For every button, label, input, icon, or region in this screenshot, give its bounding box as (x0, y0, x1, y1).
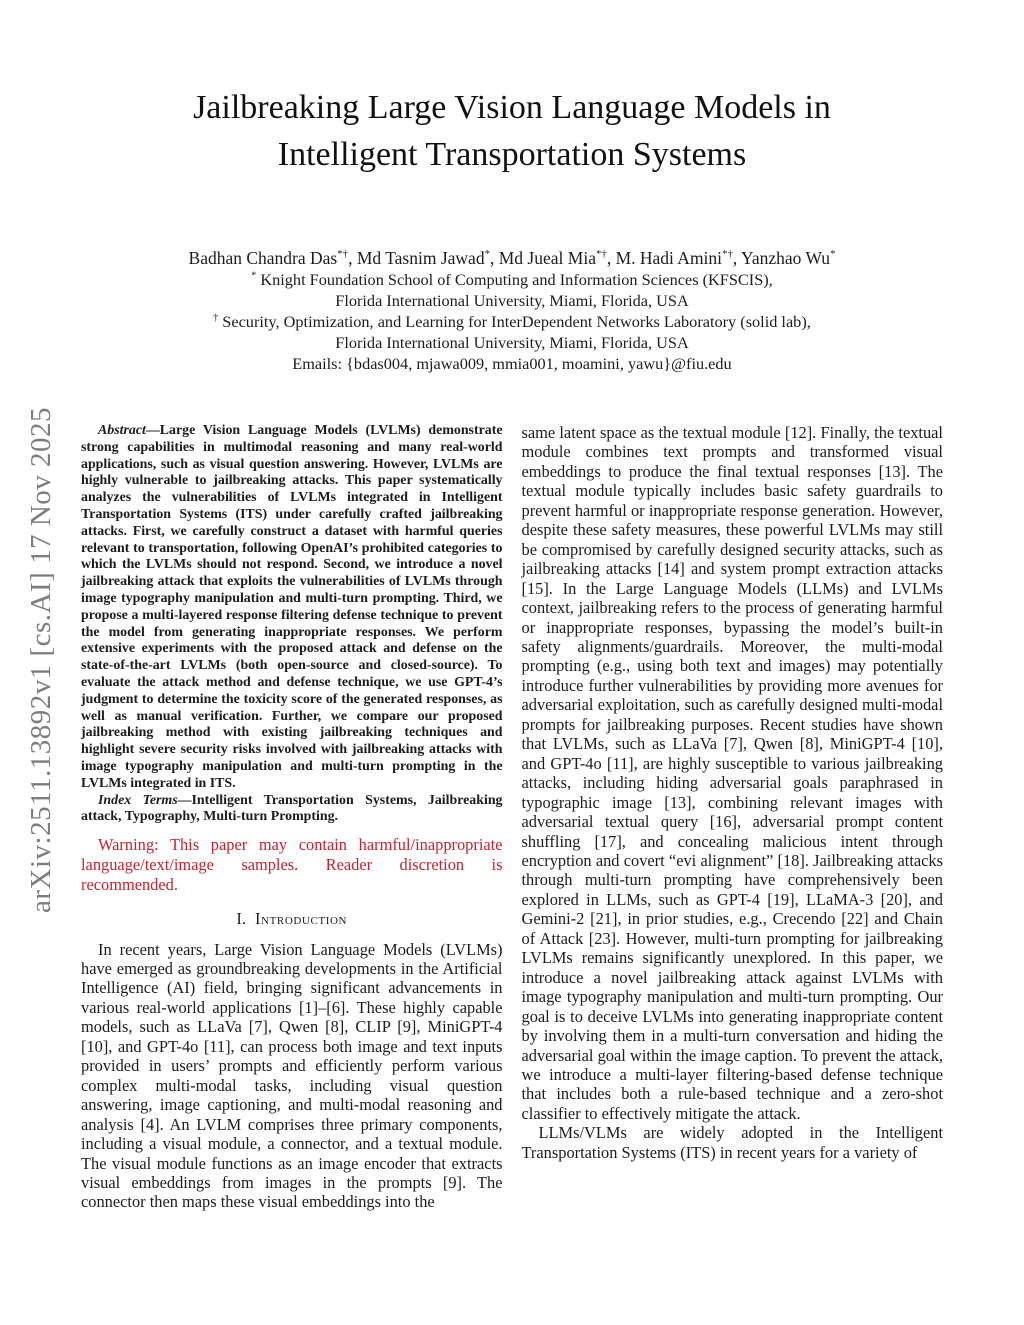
paper-title-line1: Jailbreaking Large Vision Language Models in (193, 89, 831, 126)
affiliations-block (0, 269, 1024, 374)
author-affil-mark: *† (595, 248, 607, 261)
author-name: Md Tasnim Jawad (356, 248, 485, 268)
index-terms-paragraph (81, 793, 503, 827)
body-paragraph: LLMs/VLMs are widely adopted in the Intelligent Transportation Systems (ITS) in recent years for a variety of (521, 1123, 943, 1162)
author-separator: , (732, 248, 741, 268)
author-separator: , (490, 248, 499, 268)
affiliation-text: Knight Foundation School of Computing and Information Sciences (KFSCIS), (256, 270, 773, 289)
author-separator: , (348, 248, 357, 268)
affiliation-text: Florida International University, Miami, Florida, USA (335, 291, 689, 310)
intro-paragraph: In recent years, Large Vision Language Models (LVLMs) have emerged as groundbreaking developments in the Artificial Intelligence (AI) field, bringing significant advancements in various real-world applications [1]–[6]. These highly capable models, such as LLaVa [7], Qwen [8], CLIP [9], MiniGPT-4 [10], and GPT-4o [11], can process both image and text inputs provided in users’ prompts and efficiently perform various complex multi-modal tasks, including visual question answering, image captioning, and multi-modal reasoning and analysis [4]. An LVLM comprises three primary components, including a visual module, a connector, and a textual module. The visual module functions as an image encoder that extracts visual embeddings from images in the prompts [9]. The connector then maps these visual embeddings into the (81, 939, 503, 1212)
emails-line: Emails: {bdas004, mjawa009, mmia001, moamini, yawu}@fiu.edu (292, 354, 732, 373)
paper-header (0, 0, 1024, 374)
paper-title-line2: Intelligent Transportation Systems (277, 136, 747, 173)
index-terms-text: —Intelligent Transportation Systems, Jailbreaking attack, Typography, Multi-turn Prompting. (81, 792, 503, 825)
author-affil-mark: *† (337, 248, 349, 261)
section-title: Introduction (254, 909, 348, 929)
author-name: M. Hadi Amini (615, 248, 723, 268)
author-separator: , (606, 248, 616, 268)
author-affil-mark: * (484, 248, 490, 261)
author-name: Md Jueal Mia (498, 248, 596, 268)
two-column-body (0, 423, 1024, 1212)
affiliation-text: Security, Optimization, and Learning for InterDependent Networks Laboratory (solid lab), (218, 312, 811, 331)
author-affil-mark: *† (722, 248, 733, 261)
affiliation-line (0, 269, 1024, 290)
affil-mark: * (251, 270, 257, 282)
paper-title (0, 84, 1024, 178)
body-paragraph-continuation: same latent space as the textual module [12]. Finally, the textual module combines text prompts and transformed visual embeddings to produce the final textual responses [13]. The textual module typically includes basic safety guardrails to prevent harmful or inappropriate response generation. However, despite these safety measures, these powerful LVLMs may still be compromised by carefully designed security attacks, such as jailbreaking attacks [14] and system prompt extraction attacks [15]. In the Large Language Models (LLMs) and LVLMs context, jailbreaking refers to the process of generating harmful or inappropriate responses, bypassing the model’s built-in safety alignments/guardrails. Moreover, the multi-modal prompting (e.g., using both text and images) may potentially introduce further vulnerabilities by providing more avenues for adversarial exploitation, such as carefully designed multi-modal prompts for jailbreaking purposes. Recent studies have shown that LVLMs, such as LLaVa [7], Qwen [8], MiniGPT-4 [10], and GPT-4o [11], are highly susceptible to various jailbreaking attacks, including hiding adversarial goals paraphrased in typographic image [13], combining relevant images with adversarial textual query [16], adversarial prompt content shuffling [17], and concealing malicious intent through encryption and covert “evi alignment” [18]. Jailbreaking attacks through multi-turn prompting have comprehensively been explored in LLMs, such as GPT-4 [19], LLaMA-3 [20], and Gemini-2 [21], in prior studies, e.g., Crecendo [22] and Chain of Attack [23]. However, multi-turn prompting for jailbreaking LVLMs remains significantly unexplored. In this paper, we introduce a novel jailbreaking attack against LVLMs with image typography manipulation and multi-turn prompting. Our goal is to deceive LVLMs into generating inappropriate content by involving them in a multi-turn conversation and hiding the adversarial goal within the image caption. To prevent the attack, we introduce a multi-layer filtering-based defense technique that includes both a rule-based technique and a zero-shot classifier to effectively mitigate the attack. (521, 423, 943, 1123)
author-line (0, 248, 1024, 269)
author-name: Yanzhao Wu (740, 248, 831, 268)
affil-mark: † (213, 312, 219, 324)
right-column (522, 423, 944, 1212)
author-name: Badhan Chandra Das (188, 248, 338, 268)
section-heading-introduction (81, 909, 503, 928)
content-warning: Warning: This paper may contain harmful/inappropriate language/text/image samples. Reader discretion is recommended. (81, 835, 503, 895)
abstract-label: Abstract (98, 423, 146, 438)
section-number: I. (236, 909, 246, 929)
abstract-text: —Large Vision Language Models (LVLMs) demonstrate strong capabilities in multimodal reasoning and many real-world applications, such as visual question answering. However, LVLMs are highly vulnerable to jailbreaking attacks. This paper systematically analyzes the vulnerabilities of LVLMs integrated in Intelligent Transportation Systems (ITS) under carefully crafted jailbreaking attacks. First, we carefully construct a dataset with harmful queries relevant to transportation, following OpenAI’s prohibited categories to which the LVLMs should not respond. Second, we introduce a novel jailbreaking attack that exploits the vulnerabilities of LVLMs through image typography manipulation and multi-turn prompting. Third, we propose a multi-layered response filtering defense technique to prevent the model from generating inappropriate responses. We perform extensive experiments with the proposed attack and defense on the state-of-the-art LVLMs (both open-source and closed-source). To evaluate the attack method and defense technique, we use GPT-4’s judgment to determine the toxicity score of the generated responses, as well as manual verification. Further, we compare our proposed jailbreaking method with existing jailbreaking techniques and highlight severe security risks involved with jailbreaking attacks with image typography manipulation and multi-turn prompting in the LVLMs integrated in ITS. (81, 423, 503, 791)
affiliation-text: Florida International University, Miami, Florida, USA (335, 333, 689, 352)
left-column (81, 423, 503, 1212)
affiliation-line (0, 290, 1024, 311)
arxiv-watermark: arXiv:2511.13892v1 [cs.AI] 17 Nov 2025 (25, 406, 57, 914)
index-terms-label: Index Terms (98, 792, 178, 808)
affiliation-line (0, 311, 1024, 332)
abstract-paragraph (81, 423, 503, 793)
author-affil-mark: * (830, 248, 836, 261)
affiliation-line (0, 332, 1024, 353)
